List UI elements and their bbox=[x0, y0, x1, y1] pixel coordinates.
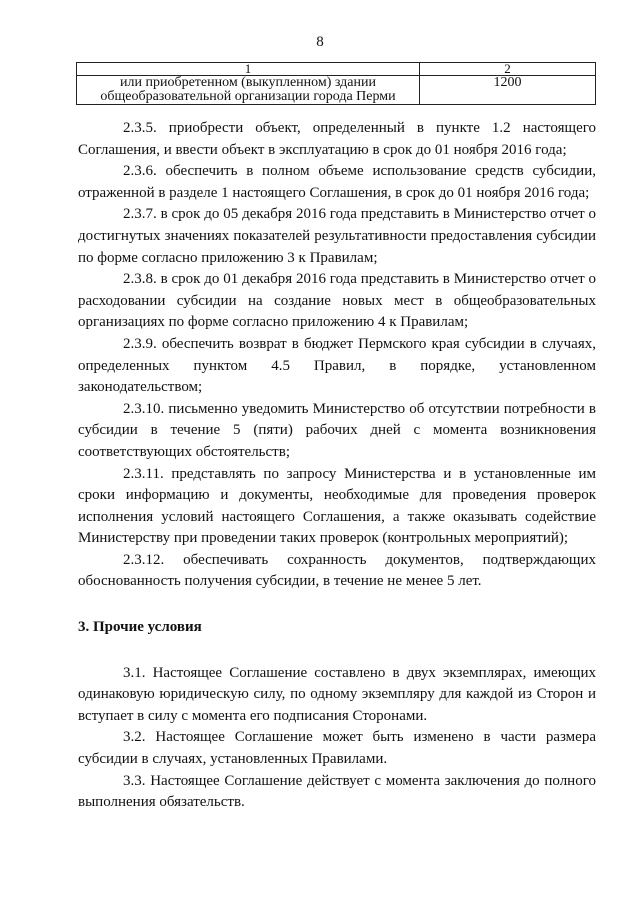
paragraph-3-1: 3.1. Настоящее Соглашение составлено в двух экземплярах, имеющих одинаковую юридическую силу, по одному экземпляру для каждой из Сторон и вступает в силу с момента его подписания Сторонами. bbox=[78, 664, 596, 724]
table-row-value: 1200 bbox=[420, 76, 596, 105]
table-row-description bbox=[77, 76, 420, 105]
page-number: 8 bbox=[316, 34, 324, 50]
paragraph-2-3-5: 2.3.5. приобрести объект, определенный в пункте 1.2 настоящего Соглашения, и ввести объект в эксплуатацию в срок до 01 ноября 2016 года; bbox=[78, 120, 596, 158]
document-body bbox=[78, 118, 596, 814]
paragraph-2-3-9: 2.3.9. обеспечить возврат в бюджет Пермского края субсидии в случаях, определенных пунктом 4.5 Правил, в порядке, установленном законодательством; bbox=[78, 335, 596, 396]
paragraph-2-3-12: 2.3.12. обеспечивать сохранность документов, подтверждающих обоснованность получения субсидии, в течение не менее 5 лет. bbox=[78, 551, 596, 590]
table-fragment bbox=[76, 62, 596, 105]
paragraph-2-3-10: 2.3.10. письменно уведомить Министерство об отсутствии потребности в субсидии в течение 5 (пяти) рабочих дней с момента возникновения соответствующих обстоятельств; bbox=[78, 400, 596, 460]
paragraph-3-2: 3.2. Настоящее Соглашение может быть изменено в части размера субсидии в случаях, установленных Правилами. bbox=[78, 729, 596, 768]
paragraph-2-3-7: 2.3.7. в срок до 05 декабря 2016 года представить в Министерство отчет о достигнутых значениях показателей результативности предоставления субсидии по форме согласно приложению 3 к Правилам; bbox=[78, 206, 596, 266]
table-col2-header: 2 bbox=[420, 63, 596, 76]
paragraph-2-3-8: 2.3.8. в срок до 01 декабря 2016 года представить в Министерство отчет о расходовании субсидии на создание новых мест в общеобразовательных организациях по форме согласно приложению 4 к Правилам; bbox=[78, 271, 596, 331]
paragraph-3-3: 3.3. Настоящее Соглашение действует с момента заключения до полного выполнения обязательств. bbox=[78, 772, 596, 811]
table-col1-header: 1 bbox=[77, 63, 420, 76]
paragraph-2-3-11: 2.3.11. представлять по запросу Министерства и в установленные им сроки информацию и документы, необходимые для проведения проверок исполнения условий настоящего Соглашения, а также оказывать содействие Министерству при проведении таких проверок (контрольных мероприятий); bbox=[78, 465, 596, 547]
table-row-line2: общеобразовательной организации города Перми bbox=[100, 89, 396, 104]
table-row bbox=[77, 76, 596, 105]
section-3-heading: 3. Прочие условия bbox=[78, 619, 202, 636]
table-header-row bbox=[77, 63, 596, 76]
paragraph-2-3-6: 2.3.6. обеспечить в полном объеме использование средств субсидии, отраженной в разделе 1 настоящего Соглашения, в срок до 01 ноября 2016 года; bbox=[78, 163, 596, 201]
table-row-line1: или приобретенном (выкупленном) здании bbox=[119, 75, 376, 90]
